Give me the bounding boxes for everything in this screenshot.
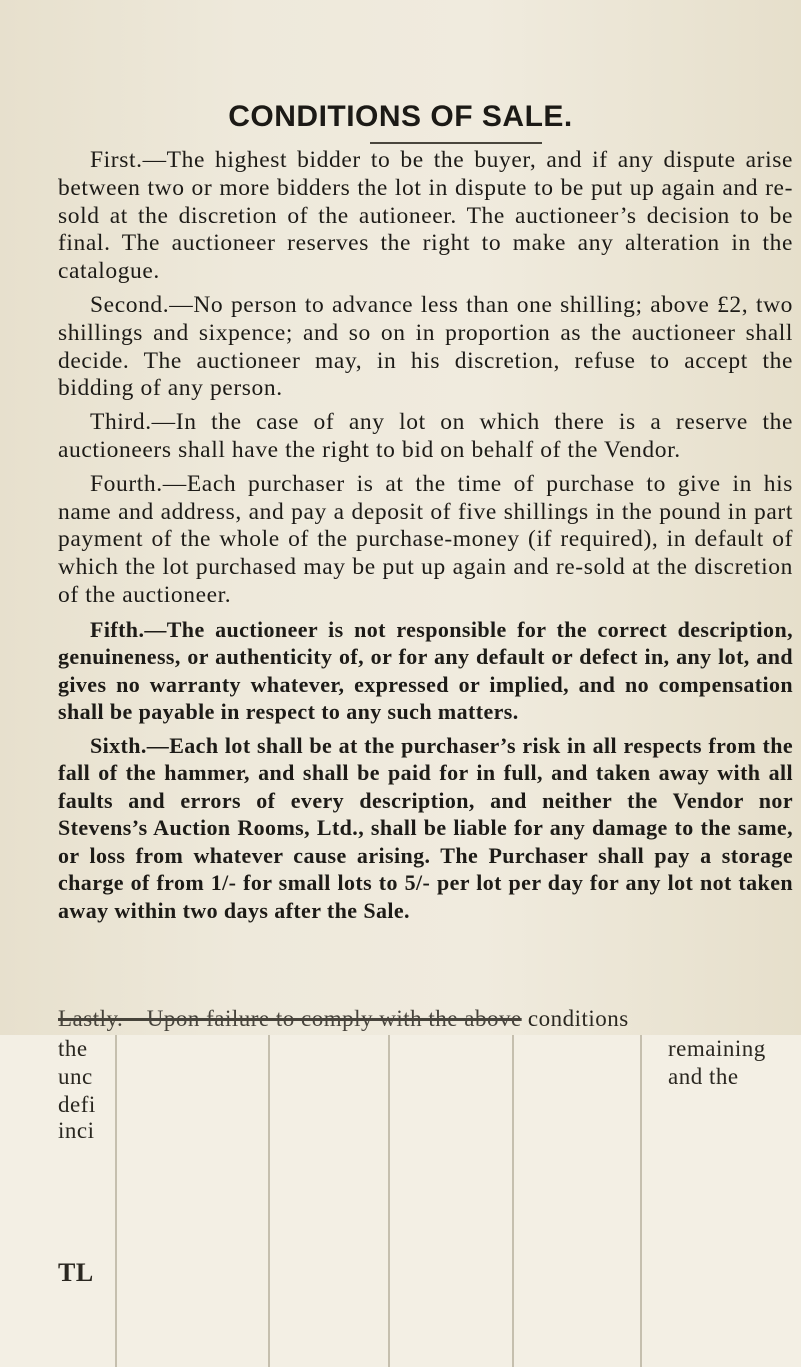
fold-line xyxy=(640,1035,642,1367)
condition-third: Third.—In the case of any lot on which there is a reserve the auctioneers shall have the right to bid on behalf of the Vendor. xyxy=(58,409,793,463)
condition-first: First.—The highest bidder to be the buyer, and if any dispute arise between two or more bidders the lot in dispute to be put up again and re-sold at the discretion of the autioneer. The auctioneer’s decision to be final. The auctioneer reserves the right to make any alteration in the catalogue. xyxy=(58,147,793,285)
conditions-list xyxy=(58,147,793,930)
condition-sixth: Sixth.—Each lot shall be at the purchaser’s risk in all respects from the fall of the hammer, and shall be paid for in full, and taken away with all faults and errors of every description, and neither the Vendor nor Stevens’s Auction Rooms, Ltd., shall be liable for any damage to the same, or loss from whatever cause arising. The Purchaser shall pay a storage charge of from 1/- for small lots to 5/- per lot per day for any lot not taken away within two days after the Sale. xyxy=(58,732,793,923)
condition-lastly-partial xyxy=(58,1005,793,1033)
title-underline xyxy=(370,142,542,144)
fragment-left: the xyxy=(58,1036,88,1061)
fragment-left: unc xyxy=(58,1064,93,1089)
lastly-visible-text: conditions xyxy=(527,1006,629,1031)
fragment-right: and the xyxy=(668,1064,739,1089)
fragment-right: remaining xyxy=(668,1036,766,1061)
condition-fourth: Fourth.—Each purchaser is at the time of purchase to give in his name and address, and pay a deposit of five shillings in the pound in part payment of the whole of the purchase-money (if required), in default of which the lot purchased may be put up again and re-sold at the discretion of the auctioneer. xyxy=(58,470,793,608)
fragment-left: defi xyxy=(58,1092,96,1117)
condition-fifth: Fifth.—The auctioneer is not responsible for the correct description, genuineness, or authenticity of, or for any default or defect in, any lot, and gives no warranty whatever, expressed or implied, and no compensation shall be payable in respect to any such matters. xyxy=(58,616,793,725)
fold-line xyxy=(388,1035,390,1367)
lastly-obscured-text: Lastly.—Upon failure to comply with the above xyxy=(58,1006,522,1031)
condition-second: Second.—No person to advance less than one shilling; above £2, two shillings and sixpence; and so on in proportion as the auctioneer shall decide. The auctioneer may, in his discretion, refuse to accept the bidding of any person. xyxy=(58,291,793,402)
fragment-left: inci xyxy=(58,1118,95,1143)
fold-line xyxy=(115,1035,117,1367)
page-title: CONDITIONS OF SALE. xyxy=(228,100,573,133)
fragment-bottom: TL xyxy=(58,1258,94,1287)
fold-line xyxy=(512,1035,514,1367)
fold-line xyxy=(268,1035,270,1367)
